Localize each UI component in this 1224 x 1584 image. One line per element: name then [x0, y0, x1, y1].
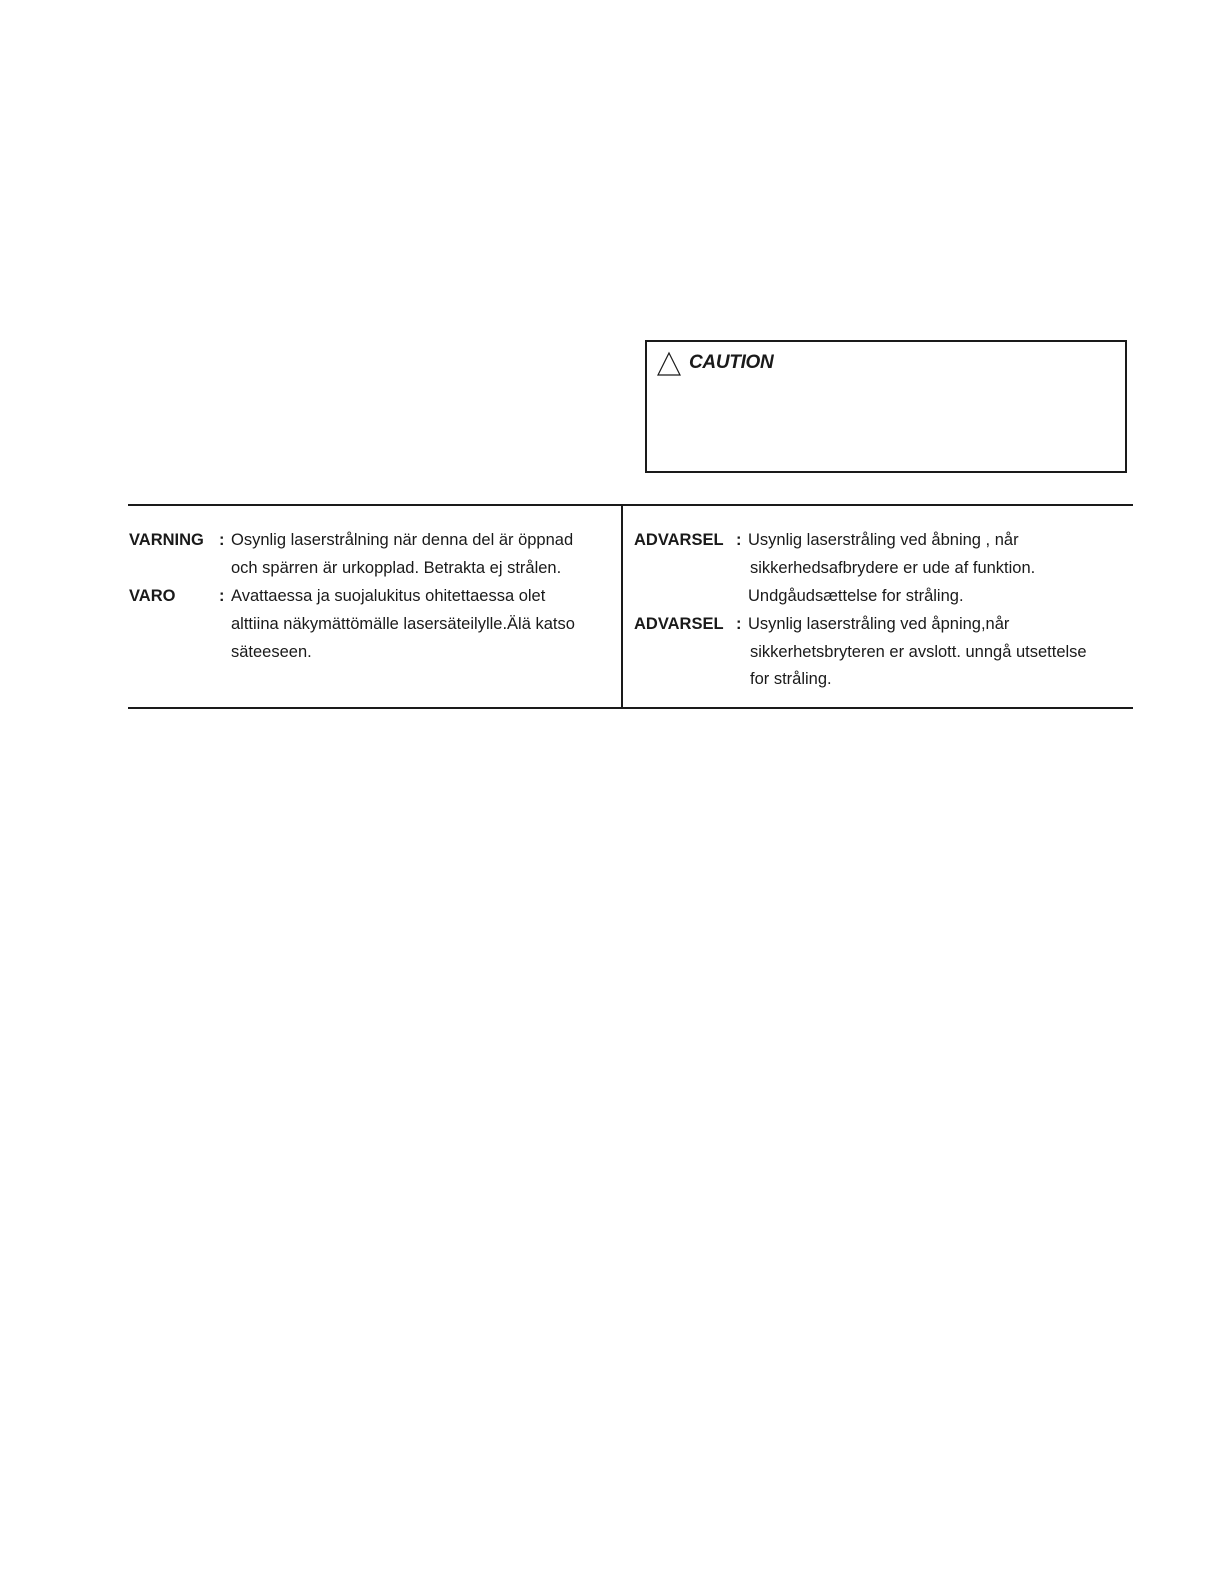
warning-colon: :: [736, 615, 742, 633]
warning-colon: :: [219, 531, 225, 549]
warning-term-varo: VARO: [129, 587, 176, 605]
warning-line: Undgåudsættelse for stråling.: [748, 587, 964, 605]
warning-line: alttiina näkymättömälle lasersäteilylle.Älä katso: [231, 615, 575, 633]
caution-box: [645, 340, 1127, 473]
warning-line: Osynlig laserstrålning när denna del är öppnad: [231, 531, 574, 549]
warning-line: Avattaessa ja suojalukitus ohitettaessa olet: [231, 587, 546, 605]
caution-title: CAUTION: [689, 352, 774, 373]
warning-term-varning: VARNING: [129, 531, 204, 549]
warning-colon: :: [219, 587, 225, 605]
warning-line: sikkerhetsbryteren er avslott. unngå utsettelse: [750, 643, 1087, 661]
warning-line: och spärren är urkopplad. Betrakta ej strålen.: [231, 559, 562, 577]
table-bottom-rule: [128, 707, 1133, 709]
warning-term-advarsel-norwegian: ADVARSEL: [634, 615, 724, 633]
warning-line: Usynlig laserstråling ved åbning , når: [748, 531, 1019, 549]
warning-line: säteeseen.: [231, 643, 312, 661]
warning-colon: :: [736, 531, 742, 549]
warning-triangle-icon: [656, 351, 682, 377]
table-column-divider: [621, 505, 623, 708]
warning-line: Usynlig laserstråling ved åpning,når: [748, 615, 1010, 633]
warning-line: sikkerhedsafbrydere er ude af funktion.: [750, 559, 1036, 577]
warning-term-advarsel-danish: ADVARSEL: [634, 531, 724, 549]
table-top-rule: [128, 504, 1133, 506]
warning-line: for stråling.: [750, 670, 832, 688]
